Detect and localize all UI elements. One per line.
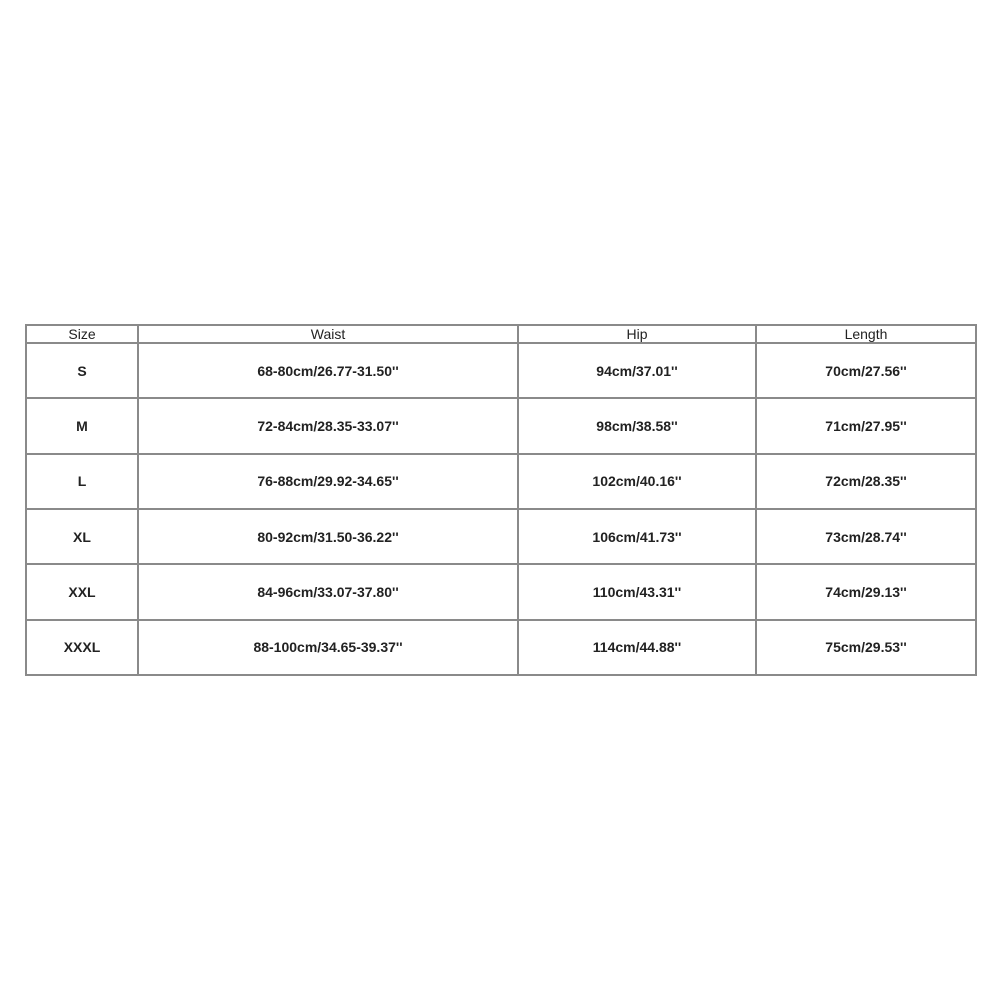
cell-waist: 84-96cm/33.07-37.80''	[138, 564, 518, 619]
cell-size: M	[26, 398, 138, 453]
cell-hip: 94cm/37.01''	[518, 343, 756, 398]
table-row	[26, 564, 976, 619]
cell-waist: 76-88cm/29.92-34.65''	[138, 454, 518, 509]
cell-hip: 98cm/38.58''	[518, 398, 756, 453]
table-row	[26, 620, 976, 675]
cell-hip: 106cm/41.73''	[518, 509, 756, 564]
cell-waist: 80-92cm/31.50-36.22''	[138, 509, 518, 564]
header-row	[26, 325, 976, 343]
cell-size: S	[26, 343, 138, 398]
cell-length: 75cm/29.53''	[756, 620, 976, 675]
cell-size: XL	[26, 509, 138, 564]
header-waist: Waist	[138, 325, 518, 343]
table-row	[26, 398, 976, 453]
cell-waist: 72-84cm/28.35-33.07''	[138, 398, 518, 453]
cell-waist: 88-100cm/34.65-39.37''	[138, 620, 518, 675]
cell-length: 74cm/29.13''	[756, 564, 976, 619]
header-length: Length	[756, 325, 976, 343]
cell-length: 73cm/28.74''	[756, 509, 976, 564]
cell-hip: 114cm/44.88''	[518, 620, 756, 675]
table-row	[26, 454, 976, 509]
cell-waist: 68-80cm/26.77-31.50''	[138, 343, 518, 398]
header-size: Size	[26, 325, 138, 343]
cell-size: XXXL	[26, 620, 138, 675]
cell-hip: 102cm/40.16''	[518, 454, 756, 509]
table-row	[26, 343, 976, 398]
size-chart-table	[25, 324, 977, 676]
cell-hip: 110cm/43.31''	[518, 564, 756, 619]
cell-length: 72cm/28.35''	[756, 454, 976, 509]
cell-length: 71cm/27.95''	[756, 398, 976, 453]
cell-size: XXL	[26, 564, 138, 619]
header-hip: Hip	[518, 325, 756, 343]
cell-size: L	[26, 454, 138, 509]
cell-length: 70cm/27.56''	[756, 343, 976, 398]
table-row	[26, 509, 976, 564]
